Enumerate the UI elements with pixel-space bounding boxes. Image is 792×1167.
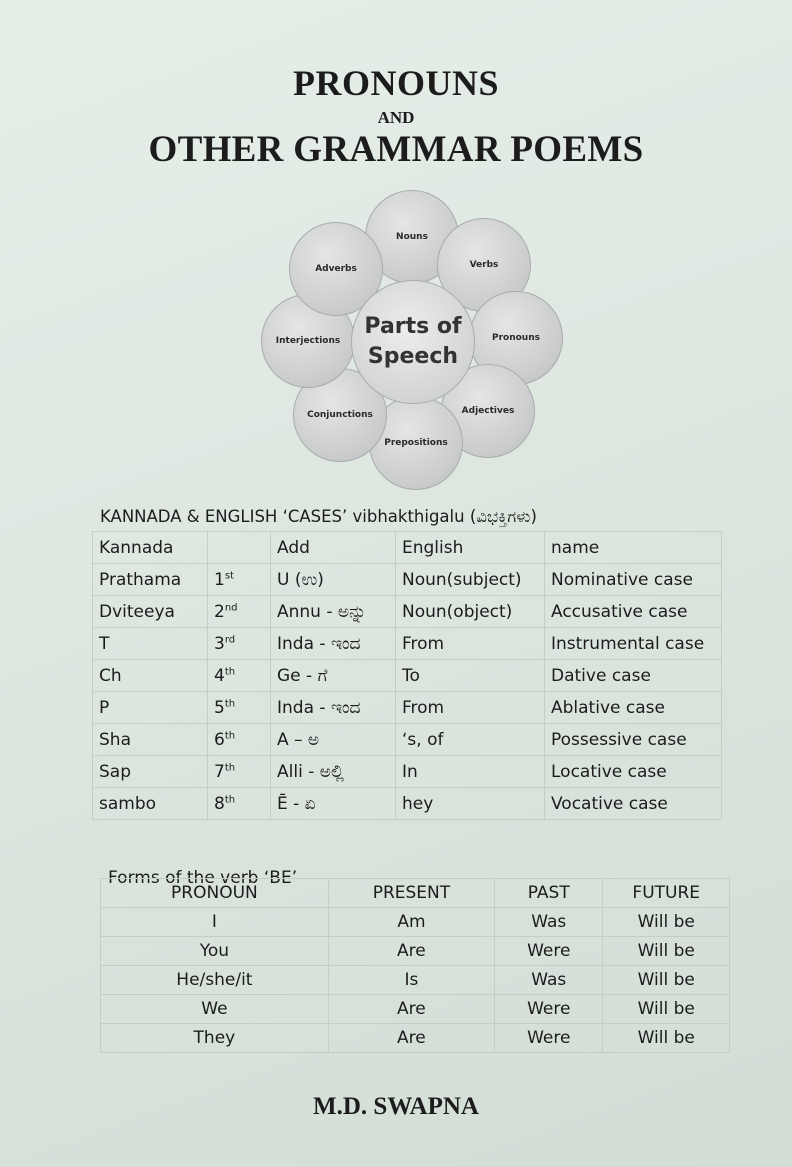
case-kannada: Sha bbox=[93, 724, 208, 756]
future-cell: Will be bbox=[603, 937, 730, 966]
future-cell: Will be bbox=[603, 1024, 730, 1053]
petal-pronouns: Pronouns bbox=[469, 291, 563, 385]
case-row bbox=[93, 628, 722, 660]
header-future: FUTURE bbox=[603, 879, 730, 908]
verb-row bbox=[101, 1024, 730, 1053]
past-cell: Were bbox=[495, 995, 603, 1024]
case-ordinal-suffix: th bbox=[224, 761, 236, 773]
case-ordinal-suffix: rd bbox=[224, 633, 236, 645]
verb-heading: Forms of the verb ‘BE’ bbox=[108, 868, 298, 888]
future-cell: Will be bbox=[603, 995, 730, 1024]
petal-interjections: Interjections bbox=[261, 294, 355, 388]
verb-be-table bbox=[100, 878, 730, 1053]
cases-table bbox=[92, 531, 722, 820]
case-number bbox=[208, 788, 271, 820]
case-english: ‘s, of bbox=[396, 724, 545, 756]
pronoun-cell: He/she/it bbox=[101, 966, 329, 995]
case-name: Locative case bbox=[545, 756, 722, 788]
case-number bbox=[208, 692, 271, 724]
header-past: PAST bbox=[495, 879, 603, 908]
case-name: Dative case bbox=[545, 660, 722, 692]
title-conjunction: AND bbox=[377, 108, 415, 127]
header-english: English bbox=[396, 532, 545, 564]
present-cell: Is bbox=[328, 966, 494, 995]
case-name: Vocative case bbox=[545, 788, 722, 820]
book-subtitle: OTHER GRAMMAR POEMS bbox=[148, 129, 644, 170]
present-cell: Am bbox=[328, 908, 494, 937]
case-ordinal: 6 bbox=[214, 729, 225, 750]
center-line-1: Parts of bbox=[364, 314, 462, 340]
case-kannada: Prathama bbox=[93, 564, 208, 596]
case-kannada: sambo bbox=[93, 788, 208, 820]
center-line-2: Speech bbox=[367, 344, 459, 369]
future-cell: Will be bbox=[603, 908, 730, 937]
verb-header-row bbox=[101, 879, 730, 908]
case-add: A – ಅ bbox=[271, 724, 396, 756]
present-cell: Are bbox=[328, 1024, 494, 1053]
case-add: Annu - ಅನ್ನು bbox=[271, 596, 396, 628]
author-name: M.D. SWAPNA bbox=[313, 1093, 479, 1120]
case-name: Accusative case bbox=[545, 596, 722, 628]
pronoun-cell: I bbox=[101, 908, 329, 937]
case-kannada: T bbox=[93, 628, 208, 660]
case-ordinal: 2 bbox=[214, 601, 225, 622]
case-name: Ablative case bbox=[545, 692, 722, 724]
past-cell: Were bbox=[495, 1024, 603, 1053]
future-cell: Will be bbox=[603, 966, 730, 995]
header-pronoun: PRONOUN bbox=[101, 879, 329, 908]
past-cell: Were bbox=[495, 937, 603, 966]
petal-nouns: Nouns bbox=[365, 190, 459, 284]
case-add: Ē - ಏ bbox=[271, 788, 396, 820]
cases-header-row bbox=[93, 532, 722, 564]
case-ordinal-suffix: nd bbox=[224, 601, 238, 613]
case-ordinal: 4 bbox=[214, 665, 225, 686]
verb-row bbox=[101, 966, 730, 995]
cases-heading: KANNADA & ENGLISH ‘CASES’ vibhakthigalu (ವಿಭಕ್ತಿಗಳು) bbox=[100, 507, 537, 526]
case-ordinal: 1 bbox=[214, 569, 225, 590]
present-cell: Are bbox=[328, 937, 494, 966]
case-number bbox=[208, 628, 271, 660]
petal-adjectives: Adjectives bbox=[441, 364, 535, 458]
case-row bbox=[93, 788, 722, 820]
case-number bbox=[208, 596, 271, 628]
case-kannada: Ch bbox=[93, 660, 208, 692]
pronoun-cell: You bbox=[101, 937, 329, 966]
petal-conjunctions: Conjunctions bbox=[293, 368, 387, 462]
case-kannada: Sap bbox=[93, 756, 208, 788]
case-number bbox=[208, 724, 271, 756]
case-name: Nominative case bbox=[545, 564, 722, 596]
past-cell: Was bbox=[495, 908, 603, 937]
header-kannada: Kannada bbox=[93, 532, 208, 564]
header-name: name bbox=[545, 532, 722, 564]
pronoun-cell: They bbox=[101, 1024, 329, 1053]
case-ordinal: 7 bbox=[214, 761, 225, 782]
verb-row bbox=[101, 937, 730, 966]
case-row bbox=[93, 564, 722, 596]
present-cell: Are bbox=[328, 995, 494, 1024]
case-ordinal: 8 bbox=[214, 793, 225, 814]
case-row bbox=[93, 692, 722, 724]
petal-verbs: Verbs bbox=[437, 218, 531, 312]
case-name: Possessive case bbox=[545, 724, 722, 756]
case-ordinal-suffix: th bbox=[224, 665, 236, 677]
case-row bbox=[93, 724, 722, 756]
header-present: PRESENT bbox=[328, 879, 494, 908]
book-title: PRONOUNS bbox=[292, 63, 499, 103]
case-english: In bbox=[396, 756, 545, 788]
case-english: From bbox=[396, 692, 545, 724]
case-english: hey bbox=[396, 788, 545, 820]
case-add: U (ಉ) bbox=[271, 564, 396, 596]
case-ordinal-suffix: th bbox=[224, 697, 236, 709]
case-name: Instrumental case bbox=[545, 628, 722, 660]
diagram-center bbox=[351, 280, 475, 404]
header-add: Add bbox=[271, 532, 396, 564]
case-english: From bbox=[396, 628, 545, 660]
pronoun-cell: We bbox=[101, 995, 329, 1024]
header-blank bbox=[208, 532, 271, 564]
parts-of-speech-diagram bbox=[255, 188, 575, 488]
case-number bbox=[208, 756, 271, 788]
case-kannada: P bbox=[93, 692, 208, 724]
petal-adverbs: Adverbs bbox=[289, 222, 383, 316]
case-ordinal: 5 bbox=[214, 697, 225, 718]
verb-row bbox=[101, 995, 730, 1024]
case-row bbox=[93, 660, 722, 692]
case-add: Inda - ಇಂದ bbox=[271, 692, 396, 724]
case-add: Alli - ಅಲ್ಲಿ bbox=[271, 756, 396, 788]
case-ordinal: 3 bbox=[214, 633, 225, 654]
case-add: Inda - ಇಂದ bbox=[271, 628, 396, 660]
case-english: Noun(subject) bbox=[396, 564, 545, 596]
case-add: Ge - ಗೆ bbox=[271, 660, 396, 692]
verb-row bbox=[101, 908, 730, 937]
past-cell: Was bbox=[495, 966, 603, 995]
petal-prepositions: Prepositions bbox=[369, 396, 463, 490]
case-ordinal-suffix: th bbox=[224, 793, 236, 805]
case-kannada: Dviteeya bbox=[93, 596, 208, 628]
case-number bbox=[208, 564, 271, 596]
case-ordinal-suffix: st bbox=[224, 569, 234, 581]
case-ordinal-suffix: th bbox=[224, 729, 236, 741]
case-english: Noun(object) bbox=[396, 596, 545, 628]
case-row bbox=[93, 596, 722, 628]
case-number bbox=[208, 660, 271, 692]
case-row bbox=[93, 756, 722, 788]
case-english: To bbox=[396, 660, 545, 692]
